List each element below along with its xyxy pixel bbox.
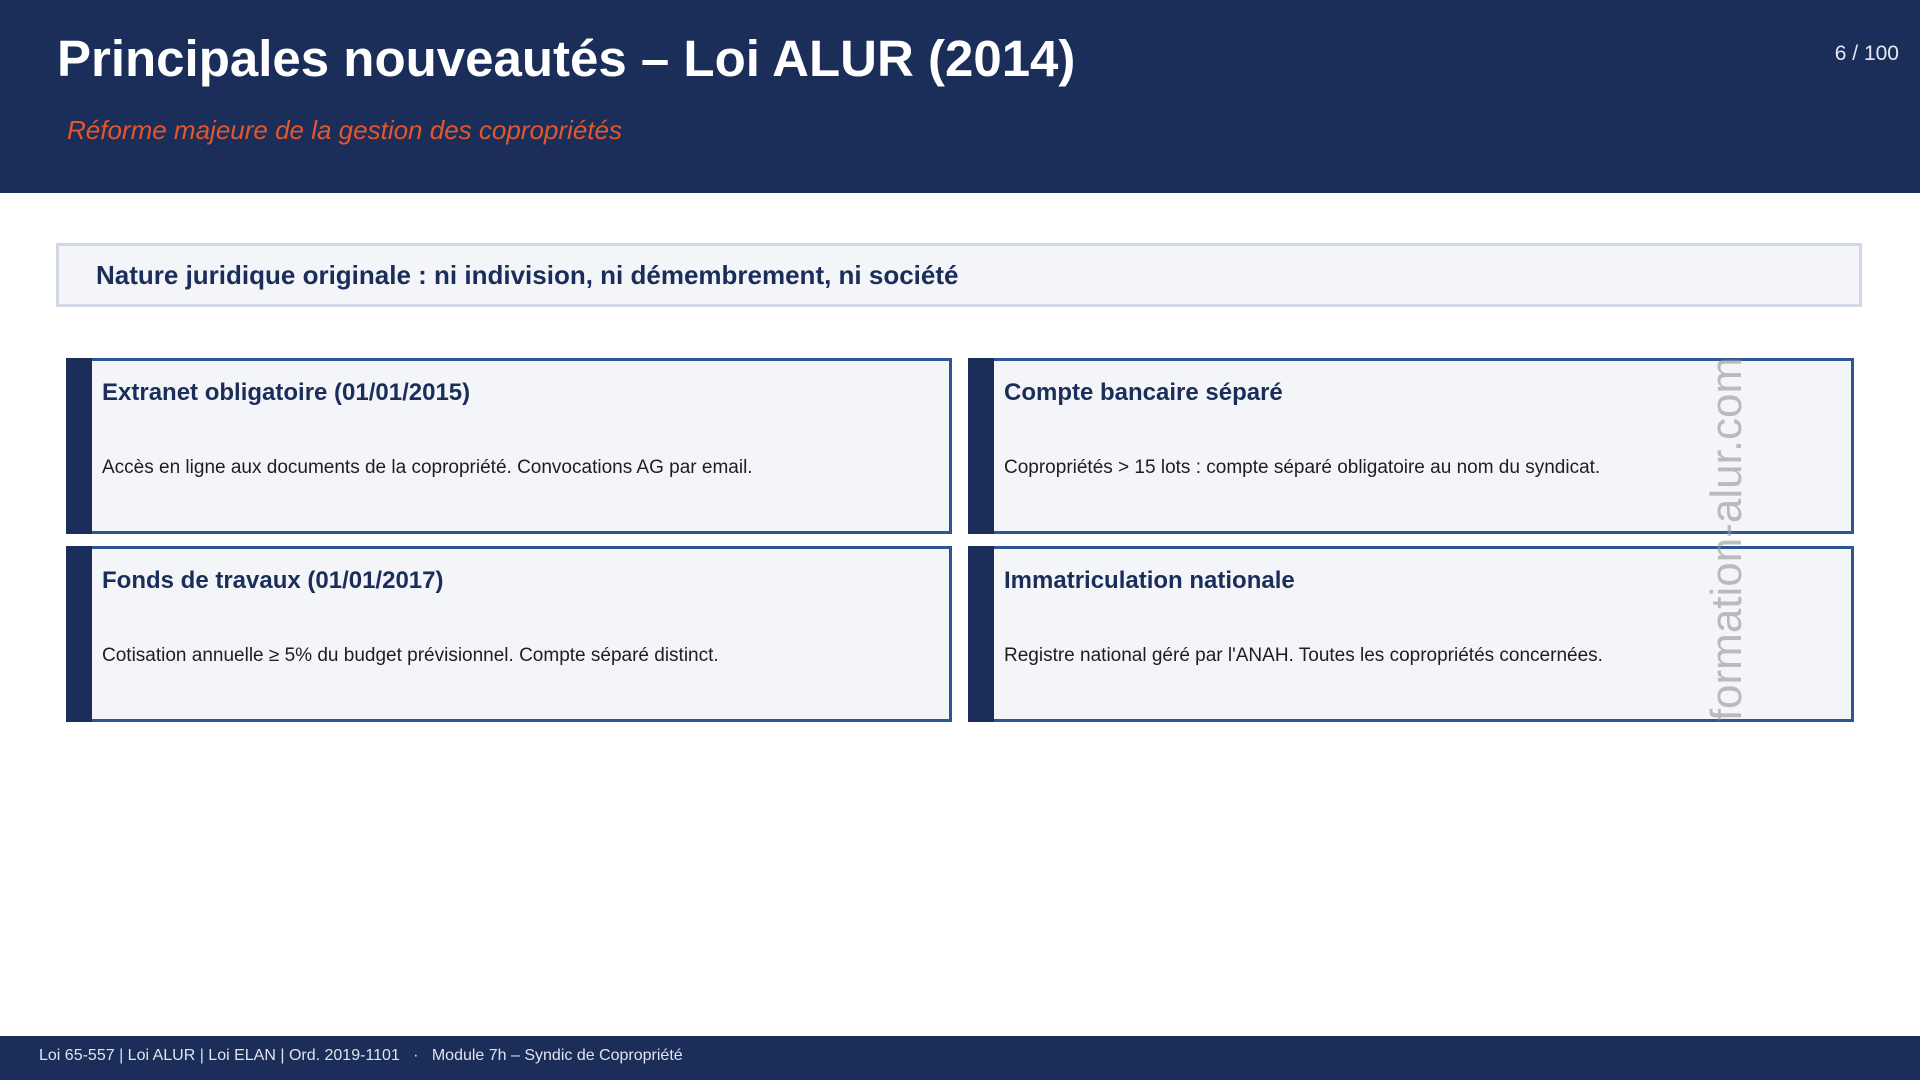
page-number: 6 / 100 (1834, 42, 1899, 65)
card-title: Compte bancaire séparé (1004, 379, 1283, 406)
card-accent-bar (968, 358, 994, 534)
card-extranet (66, 358, 952, 534)
footer-text: Loi 65-557 | Loi ALUR | Loi ELAN | Ord. 2019-1101 · Module 7h – Syndic de Copropriété (39, 1047, 683, 1064)
key-point-banner (56, 243, 1862, 307)
card-accent-bar (968, 546, 994, 722)
card-title: Extranet obligatoire (01/01/2015) (102, 379, 471, 406)
watermark: formation-alur.com (1702, 356, 1751, 722)
card-text: Accès en ligne aux documents de la copropriété. Convocations AG par email. (102, 457, 753, 478)
slide-title: Principales nouveautés – Loi ALUR (2014) (57, 30, 1076, 87)
card-registration (968, 546, 1854, 722)
card-title: Immatriculation nationale (1004, 567, 1295, 594)
banner-text: Nature juridique originale : ni indivision, ni démembrement, ni société (96, 260, 959, 290)
card-bank-account (968, 358, 1854, 534)
header-bar (0, 0, 1920, 193)
card-accent-bar (66, 546, 92, 722)
card-text: Cotisation annuelle ≥ 5% du budget prévisionnel. Compte séparé distinct. (102, 645, 719, 666)
card-text: Copropriétés > 15 lots : compte séparé obligatoire au nom du syndicat. (1004, 457, 1601, 478)
card-works-fund (66, 546, 952, 722)
card-title: Fonds de travaux (01/01/2017) (102, 567, 444, 594)
slide-subtitle: Réforme majeure de la gestion des copropriétés (67, 115, 622, 145)
card-text: Registre national géré par l'ANAH. Toutes les copropriétés concernées. (1004, 645, 1603, 666)
card-accent-bar (66, 358, 92, 534)
footer-bar (0, 1036, 1920, 1080)
